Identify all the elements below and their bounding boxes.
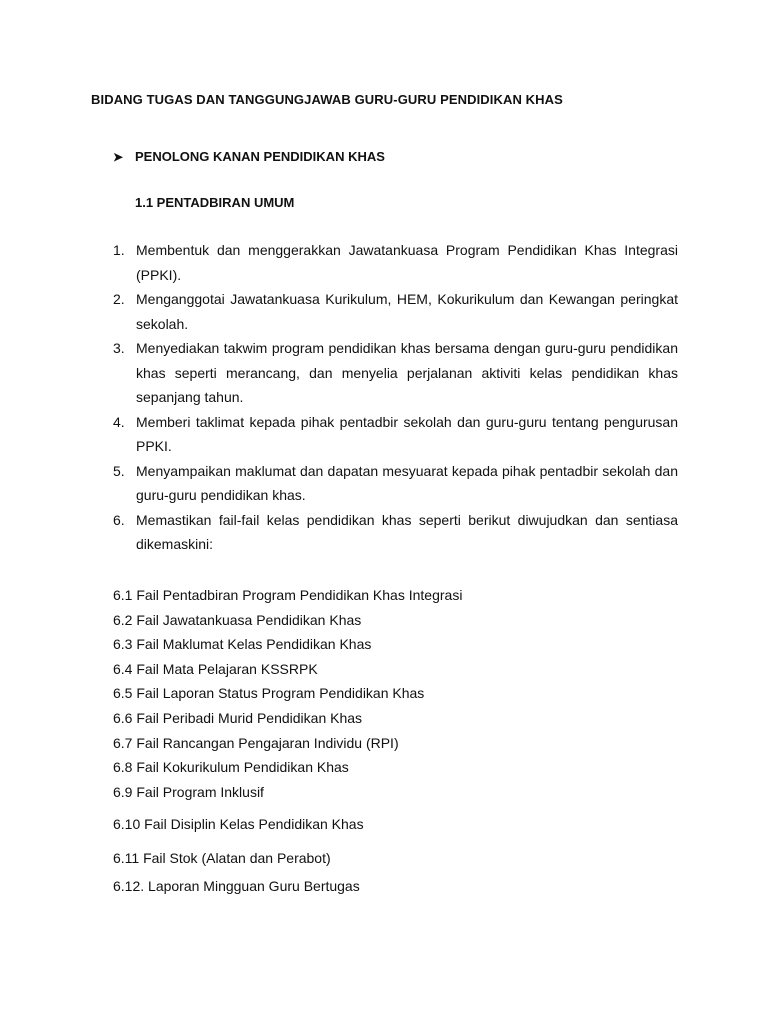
duty-text: Menganggotai Jawatankuasa Kurikulum, HEM, Kokurikulum dan Kewangan peringkat sekolah.: [136, 291, 678, 332]
file-item: 6.7 Fail Rancangan Pengajaran Individu (RPI): [113, 734, 399, 751]
duty-text: Membentuk dan menggerakkan Jawatankuasa Program Pendidikan Khas Integrasi (PPKI).: [136, 242, 678, 283]
file-item: 6.4 Fail Mata Pelajaran KSSRPK: [113, 660, 318, 677]
duty-number: 4.: [113, 413, 125, 430]
file-item: 6.8 Fail Kokurikulum Pendidikan Khas: [113, 759, 349, 776]
section-heading-text: PENOLONG KANAN PENDIDIKAN KHAS: [135, 149, 385, 164]
file-item: 6.3 Fail Maklumat Kelas Pendidikan Khas: [113, 636, 372, 653]
duty-text: Memastikan fail-fail kelas pendidikan khas seperti berikut diwujudkan dan sentiasa dikemaskini:: [136, 511, 678, 552]
duty-number: 3.: [113, 340, 125, 356]
file-item: 6.12. Laporan Mingguan Guru Bertugas: [113, 878, 360, 894]
arrow-bullet-icon: ➤: [113, 150, 124, 164]
duty-number: 2.: [113, 291, 125, 307]
duty-text: Memberi taklimat kepada pihak pentadbir sekolah dan guru-guru tentang pengurusan PPKI.: [136, 413, 678, 454]
duties-list: [113, 238, 678, 557]
file-item: 6.10 Fail Disiplin Kelas Pendidikan Khas: [113, 816, 364, 832]
duty-number: 6.: [113, 511, 125, 528]
file-item: 6.11 Fail Stok (Alatan dan Perabot): [113, 850, 331, 866]
duty-item: [113, 508, 678, 557]
duty-item: [113, 336, 678, 410]
section-heading: [113, 149, 385, 164]
file-item: 6.9 Fail Program Inklusif: [113, 783, 264, 800]
file-item: 6.2 Fail Jawatankuasa Pendidikan Khas: [113, 611, 362, 628]
duty-text: Menyediakan takwim program pendidikan khas bersama dengan guru-guru pendidikan khas seperti merancang, dan menyelia perjalanan aktiviti kelas pendidikan khas sepanjang tahun.: [136, 340, 678, 405]
duty-item: [113, 238, 678, 287]
document-title: BIDANG TUGAS DAN TANGGUNGJAWAB GURU-GURU PENDIDIKAN KHAS: [91, 92, 563, 107]
file-item: 6.6 Fail Peribadi Murid Pendidikan Khas: [113, 709, 363, 726]
file-item: 6.5 Fail Laporan Status Program Pendidikan Khas: [113, 685, 425, 702]
duty-number: 5.: [113, 462, 125, 479]
file-item: 6.1 Fail Pentadbiran Program Pendidikan Khas Integrasi: [113, 587, 463, 603]
file-list: [113, 583, 462, 804]
duty-text: Menyampaikan maklumat dan dapatan mesyuarat kepada pihak pentadbir sekolah dan guru-guru pendidikan khas.: [136, 462, 678, 503]
sub-heading: 1.1 PENTADBIRAN UMUM: [135, 195, 295, 210]
duty-number: 1.: [113, 242, 125, 258]
duty-item: [113, 287, 678, 336]
duty-item: [113, 459, 678, 508]
duty-item: [113, 410, 678, 459]
